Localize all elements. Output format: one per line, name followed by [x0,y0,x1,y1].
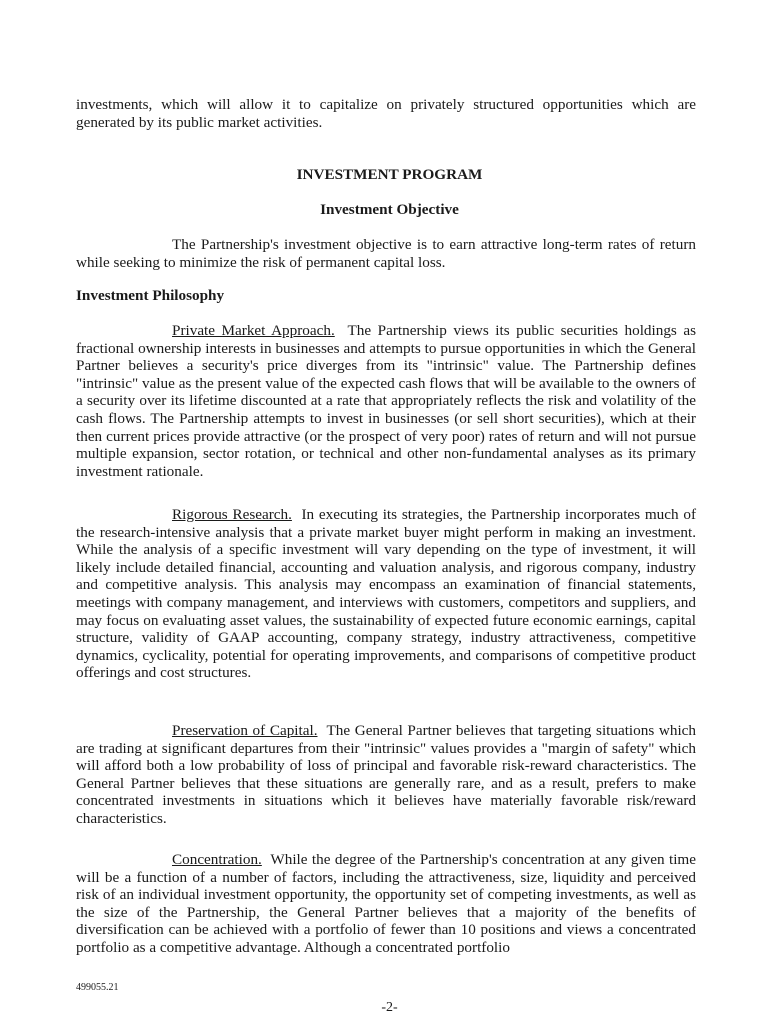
preservation-heading: Preservation of Capital. [172,722,318,739]
concentration-paragraph [76,851,696,957]
concentration-heading: Concentration. [172,851,262,868]
preservation-paragraph [76,722,696,828]
page-number: -2- [381,1000,398,1015]
subsection-title: Investment Objective [320,201,459,218]
private-market-text: The Partnership views its public securities holdings as fractional ownership interests in businesses and attempts to pursue opportunities in which the General Partner believes a security's price diverges from its "intrinsic" value. The Partnership defines "intrinsic" value as the present value of the expected cash flows that will be available to the owners of a security over its lifetime discounted at a rate that appropriately reflects the risk and volatility of the cash flows. The Partnership attempts to invest in businesses (or sell short securities), which at their then current prices provide attractive (or the prospect of very poor) rates of return and will not pursue multiple expansion, sector rotation, or technical and other non-fundamental analyses as its primary investment rationale. [76,322,697,480]
rigorous-research-paragraph [76,506,696,682]
rigorous-research-text: In executing its strategies, the Partnership incorporates much of the research-intensive analysis that a private market buyer might perform in making an investment. While the analysis of a specific investment will vary depending on the type of investment, it will likely include detailed financial, accounting and valuation analysis, and rigorous company, industry and competitive analysis. This analysis may encompass an examination of financial statements, meetings with company management, and interviews with customers, competitors and suppliers, and may focus on evaluating asset values, the sustainability of expected future economic earnings, capital structure, validity of GAAP accounting, company strategy, industry attractiveness, competitive dynamics, cyclicality, potential for operating improvements, and comparisons of competitive product offerings and cost structures. [76,506,697,682]
concentration-text: While the degree of the Partnership's concentration at any given time will be a function of a number of factors, including the attractiveness, size, liquidity and perceived risk of an individual investment opportunity, the opportunity set of competing investments, as well as the size of the Partnership, the General Partner believes that a majority of the benefits of diversification can be achieved with a portfolio of fewer than 10 positions and views a concentrated portfolio as a competitive advantage. Although a concentrated portfolio [76,851,696,956]
document-code: 499055.21 [76,982,119,993]
intro-paragraph: investments, which will allow it to capitalize on privately structured opportunities which are generated by its public market activities. [76,96,696,131]
private-market-heading: Private Market Approach. [172,322,335,339]
private-market-paragraph [76,322,696,480]
rigorous-research-heading: Rigorous Research. [172,506,292,523]
objective-paragraph: The Partnership's investment objective is to earn attractive long-term rates of return while seeking to minimize the risk of permanent capital loss. [76,236,696,271]
philosophy-heading: Investment Philosophy [76,287,225,304]
section-title: INVESTMENT PROGRAM [296,166,483,183]
preservation-text: The General Partner believes that targeting situations which are trading at significant departures from their "intrinsic" values provides a "margin of safety" which will afford both a low probability of loss of principal and favorable risk-reward characteristics. The General Partner believes that these situations are generally rare, and as a result, prefers to make concentrated investments in situations which it believes have materially favorable risk/reward characteristics. [76,722,696,827]
